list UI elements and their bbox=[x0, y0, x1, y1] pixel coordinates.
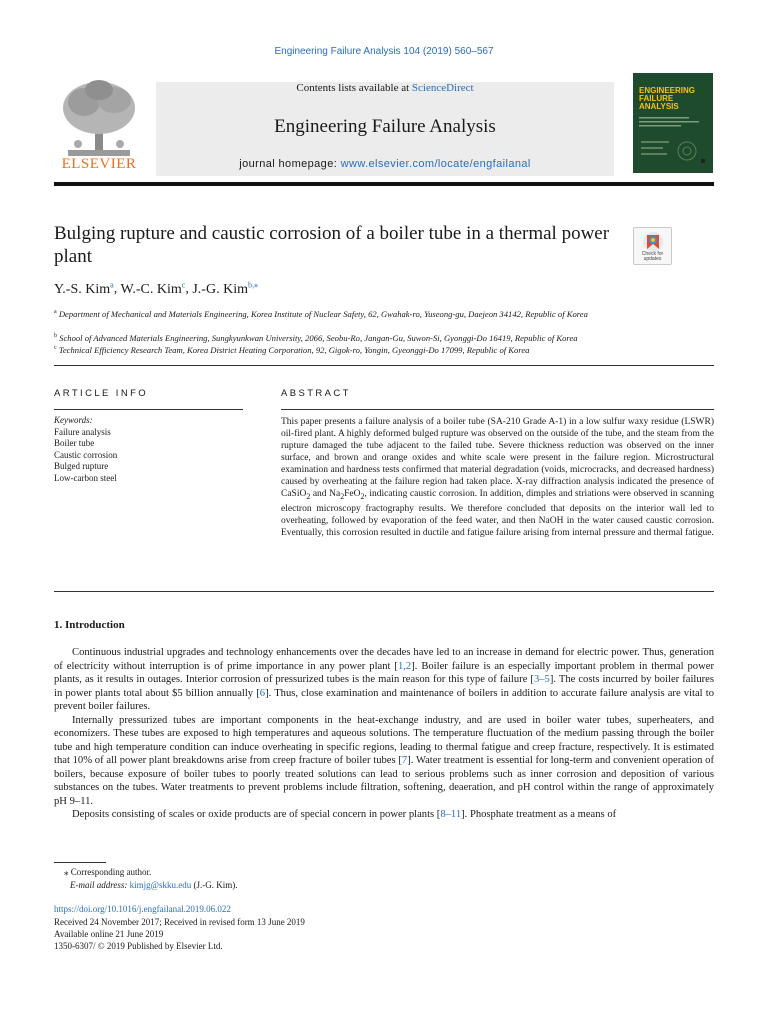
corresponding-email: E-mail address: kimjg@skku.edu (J.-G. Kim). bbox=[70, 880, 238, 890]
section-rule bbox=[54, 365, 714, 366]
cover-title: ENGINEERING FAILURE ANALYSIS bbox=[639, 86, 696, 111]
affiliation-c: $^c$ Technical Efficiency Research Team, Korea District Heating Corporation, 92, Gigok-ro, Yongin, Gyeonggi-Do 17099, Republic of Korea bbox=[54, 344, 530, 355]
footnote-rule bbox=[54, 862, 106, 863]
journal-homepage-link[interactable]: www.elsevier.com/locate/engfailanal bbox=[340, 158, 531, 170]
check-for-updates-icon bbox=[642, 231, 664, 253]
keyword-item: Caustic corrosion bbox=[54, 449, 118, 460]
cover-artwork-icon bbox=[639, 137, 707, 167]
reference-link[interactable]: 1,2 bbox=[397, 660, 412, 672]
cover-lines-icon bbox=[639, 117, 707, 135]
available-online-date: Available online 21 June 2019 bbox=[54, 929, 164, 939]
keyword-item: Bulged rupture bbox=[54, 461, 109, 472]
issn-copyright: 1350-6307/ © 2019 Published by Elsevier Ltd. bbox=[54, 941, 223, 951]
article-info-heading: ARTICLE INFO bbox=[54, 388, 149, 399]
journal-cover[interactable] bbox=[633, 73, 713, 173]
reference-link[interactable]: 3–5 bbox=[533, 674, 550, 685]
email-link[interactable]: kimjg@skku.edu bbox=[129, 880, 192, 890]
reference-link[interactable]: 7 bbox=[401, 755, 408, 766]
keywords-label: Keywords: bbox=[54, 415, 93, 425]
introduction-heading: 1. Introduction bbox=[54, 619, 125, 631]
reference-link[interactable]: 8–11 bbox=[440, 809, 462, 820]
intro-paragraph-1: Continuous industrial upgrades and technology enhancements over the decades have led to an increase in demand for electric power. Thus, generation of electricity without interruption is of prime importance in any power plant [1,2]. Boiler failure is an especially important problem in thermal power plants, as it results in outages. Interior corrosion of pressurized tubes is the main reason for this type of failure [3–5]. The costs incurred by boiler failures in power plants total about $5 billion annually [6]. Thus, close examination and maintenance of boilers in addition to accurate failure analysis are vital to prevent boiler failures. bbox=[54, 647, 715, 712]
contents-line: Contents lists available at ScienceDirect bbox=[296, 82, 474, 94]
author-0[interactable]: Y.-S. Kim$^a$ bbox=[54, 280, 114, 297]
cover-text-lines bbox=[639, 117, 707, 137]
check-for-updates-button[interactable] bbox=[633, 227, 672, 265]
reference-link[interactable]: 6 bbox=[259, 687, 266, 699]
author-list: Y.-S. Kim$^a$, W.-C. Kim$^c$, J.-G. Kim$^{b,⁎}$ bbox=[54, 280, 258, 297]
sciencedirect-link[interactable]: ScienceDirect bbox=[411, 82, 474, 94]
keywords-list bbox=[54, 415, 117, 485]
elsevier-wordmark: ELSEVIER bbox=[61, 156, 137, 172]
article-title: Bulging rupture and caustic corrosion of a boiler tube in a thermal power plant bbox=[54, 223, 610, 267]
abstract-heading: ABSTRACT bbox=[281, 388, 351, 399]
journal-homepage: journal homepage: www.elsevier.com/locate/engfailanal bbox=[239, 158, 531, 170]
article-info-rule bbox=[54, 409, 243, 410]
journal-citation-link[interactable]: Engineering Failure Analysis 104 (2019) 560–567 bbox=[274, 46, 494, 57]
affiliation-b: $^b$ School of Advanced Materials Engineering, Sungkyunkwan University, 2066, Seobu-Ro, Jangan-Gu, Suwon-Si, Gyonggi-Do 16419, Republic of Korea bbox=[54, 332, 578, 343]
check-for-updates-label: Check for updates bbox=[641, 251, 664, 262]
intro-paragraph-3: Deposits consisting of scales or oxide products are of special concern in power plants [8–11]. Phosphate treatment as a means of bbox=[72, 809, 617, 820]
abstract-text: This paper presents a failure analysis of a boiler tube (SA-210 Grade A-1) in a low sulfur waxy residue (LSWR) oil-fired plant. A highly deformed bulged rupture was observed on the outside of the tube, and the steam from the rupture damaged the tube adjacent to the failed tube. Severe thickness reduction was observed on the inner surface, and brown and orange oxides and white scale were present in the failure region. Microstructural examination and hardness tests confirmed that material degradation (voids, microcracks, and decreased hardness) caused by overheating at the failure region had taken place. X-ray diffraction analysis indicated the presence of CaSiO$_2$ and $Na_2FeO_2$, indicating caustic corrosion. In addition, dimples and striations were observed in scanning electron microscopy fractography results. We therefore concluded that deposits on the interior wall led to overheating, followed by evaporation of the feed water, and then NaOH in the water caused caustic corrosion. Eventually, this corrosion resulted in ductile and fatigue failure arising from internal pressure and thermal fatigue. bbox=[281, 417, 714, 538]
abstract-rule bbox=[281, 409, 714, 410]
header-rule bbox=[54, 182, 714, 186]
corresponding-author-note: ⁎ Corresponding author. bbox=[64, 867, 152, 877]
author-2[interactable]: J.-G. Kim$^{b,⁎}$ bbox=[192, 280, 258, 297]
intro-paragraph-2: Internally pressurized tubes are important components in the heat-exchange industry, and are used in boiler water tubes, superheaters, and economizers. These tubes are exposed to high temperatures and aqueous solutions. The temperature fluctuation of the medium passing through the boiler tube and high temperature condition can induce overheating in specific regions, leading to thermal fatigue and creep fracture, respectively. It is estimated that 10% of all power plant breakdowns arise from creep fracture of boiler tubes [7]. Water treatment is essential for long-term and convenient operation of boilers, because exposure of boiler tubes to poorly treated solutions can lead to serious problems such as inner corrosion and deposition of various substances on the tubes. Water treatments to prevent problems include filtration, softening, deaeration, and pH control within the range of approximately pH 9–11. bbox=[54, 714, 714, 807]
journal-title: Engineering Failure Analysis bbox=[274, 116, 496, 137]
affiliation-a: $^a$ Department of Mechanical and Materials Engineering, Korea Institute of Nuclear Safety, 62, Gwahak-ro, Yuseong-gu, Daejeon 34142, Republic of Korea bbox=[54, 308, 588, 319]
keyword-item: Boiler tube bbox=[54, 438, 95, 449]
keyword-item: Failure analysis bbox=[54, 426, 111, 437]
doi-link[interactable]: https://doi.org/10.1016/j.engfailanal.2019.06.022 bbox=[54, 904, 231, 914]
elsevier-logo bbox=[54, 78, 144, 176]
introduction-body bbox=[54, 646, 714, 822]
received-dates: Received 24 November 2017; Received in revised form 13 June 2019 bbox=[54, 917, 305, 927]
author-1[interactable]: W.-C. Kim$^c$ bbox=[120, 280, 186, 297]
abstract-end-rule bbox=[54, 591, 714, 592]
keyword-item: Low-carbon steel bbox=[54, 472, 117, 483]
